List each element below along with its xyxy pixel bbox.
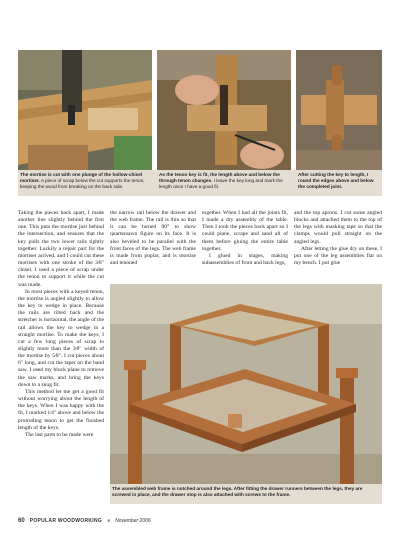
col2-paragraph: the narrow rail below the drawer and the web frame. The rail is thin so that it can be turned 90° to show quartersawn figure on its face. It is also beveled to be parallel with the front faces of the legs. The web frame is made from poplar, and is mortise and tenoned [110, 210, 196, 267]
caption-photo2-rest: I leave the key long and mark the length once I have a good fit. [159, 178, 283, 190]
text-column-4 [294, 210, 382, 267]
caption-photo2-bold: As the tenon key is fit, the length above and below the through tenon changes. [159, 172, 280, 184]
caption-photo4 [112, 486, 380, 498]
col1-paragraph: Taking the pieces back apart, I made another line slightly behind the first one. This puts the mortise just behind the intersection, and ensures that the key pulls the two lower rails tightly together. Luckily a repair part for the mortiser arrived, and I could cut these mortises with one stroke of the 3⁄8" chisel. I used a piece of scrap under the tenon to support it while the cut was made. [18, 210, 104, 288]
caption-photo2 [159, 172, 290, 191]
caption-photo1-bold: The mortise is cut with one plunge of the hollow-chisel mortiser. [20, 172, 143, 184]
photo-mortiser-cut [18, 50, 152, 170]
caption-photo1 [20, 172, 151, 191]
text-column-1 [18, 210, 104, 439]
page-footer [18, 516, 388, 526]
col3-paragraph: I glued in stages, making subassemblies of front and back legs, [202, 252, 288, 267]
photo-assembled-web-frame [110, 284, 382, 484]
footer-separator: ■ [107, 518, 111, 524]
caption-photo3 [298, 172, 381, 191]
col3-paragraph: together. When I had all the joints fit, I made a dry assembly of the table. Then I took the pieces back apart so I could plane, scrape and sand all of them before gluing the entire table together. [202, 210, 288, 252]
issue-date: November 2006 [115, 518, 151, 524]
col1-paragraph: In most pieces with a keyed tenon, the mortise is angled slightly to allow the key to wedge in place. Because the rails are tilted back and the stretcher is horizontal, the angle of the rail allows the key to wedge in a straight mortise. To make the keys, I cut a few long pieces of scrap to slightly more than the 3⁄8" width of the mortise by 5⁄8". I cut pieces about 6" long, and cut the taper on the band saw. I used my block plane to remove the saw marks, and bring the keys down to a snug fit. [18, 288, 104, 388]
magazine-name: POPULAR WOODWORKING [29, 518, 103, 524]
caption-photo3-bold: After cutting the key to length, I round the edges above and below the completed joint. [298, 172, 374, 190]
text-column-3 [202, 210, 288, 267]
col4-paragraph: After letting the glue dry on these, I put one of the leg assemblies flat on my bench. I put glue [294, 245, 382, 267]
caption-photo1-rest: A piece of scrap below the cut supports the tenon, keeping the wood from breaking on the back side. [20, 178, 145, 190]
caption-photo4-bold: The assembled web frame is notched around the legs. After fitting the drawer runners between the legs, they are screwed in place, and the drawer stop is also attached with screws to the frame. [112, 486, 363, 498]
col1-paragraph: This method let me get a good fit without worrying about the length of the keys. When I was happy with the fit, I marked 1⁄4" above and below the protruding tenon to get the finished length of the keys. [18, 388, 104, 431]
text-column-2 [110, 210, 196, 267]
col4-paragraph: and the top aprons. I cut some angled blocks and attached them to the top of the legs with masking tape so that the clamps would pull straight on the angled legs. [294, 210, 382, 245]
col1-paragraph: The last parts to be made were [25, 431, 94, 438]
page-number: 60 [18, 518, 25, 524]
photo-rounded-key [296, 50, 382, 170]
photo-tenon-key-fit [157, 50, 291, 170]
